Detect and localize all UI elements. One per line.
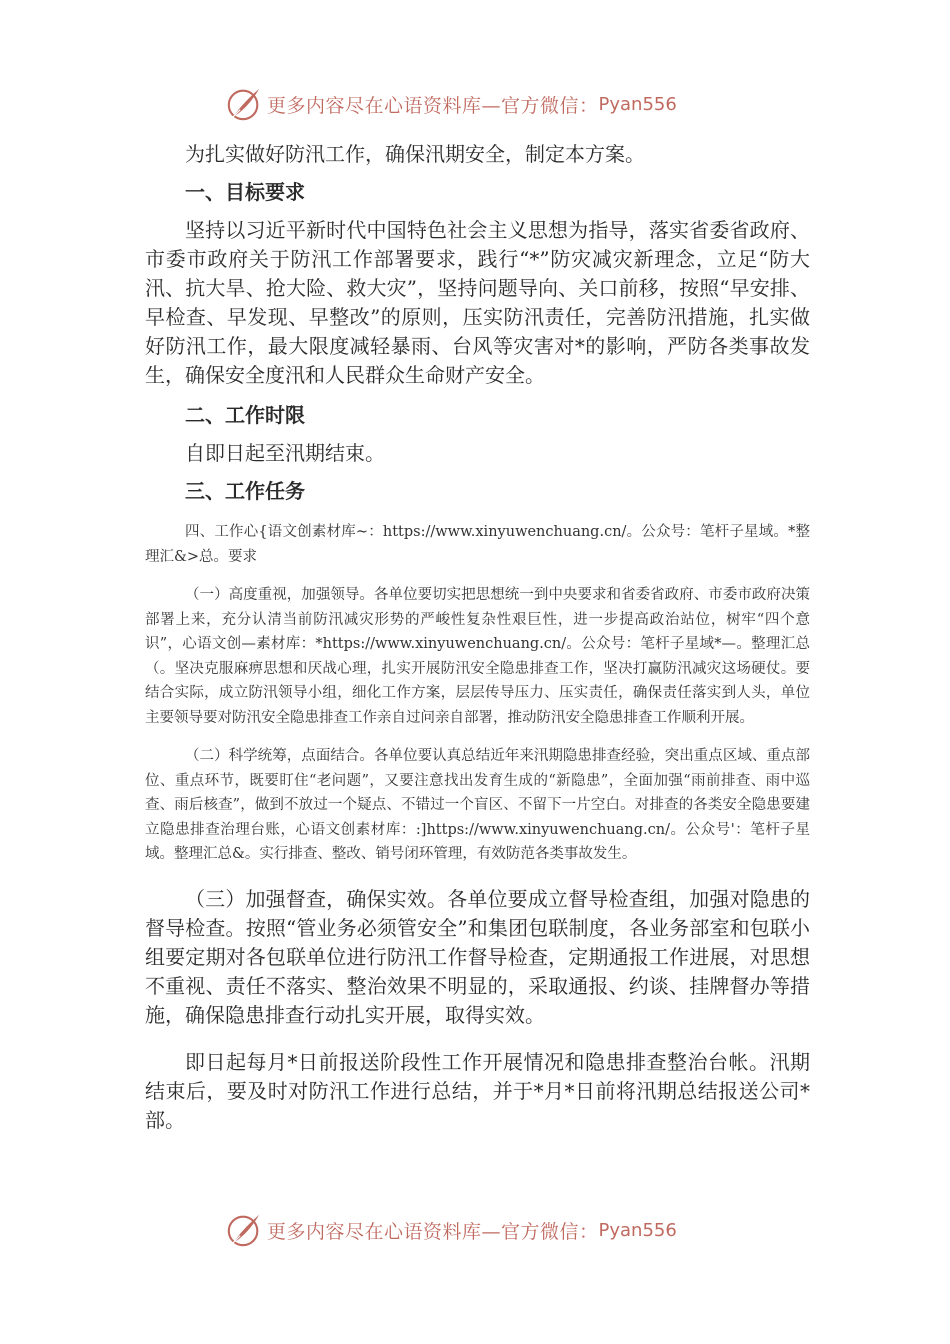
section4-line: 四、工作心{语文创素材库~：https://www.xinyuwenchuang.cn/。公众号：笔杆子星域。*整理汇&>总。要求	[145, 524, 810, 565]
closing-paragraph: 即日起每月*日前报送阶段性工作开展情况和隐患排查整治台帐。汛期结束后，要及时对防汛工作进行总结，并于*月*日前将汛期总结报送公司*部。	[145, 1049, 810, 1132]
task-item-3: （三）加强督查，确保实效。各单位要成立督导检查组，加强对隐患的督导检查。按照“管业务必须管安全”和集团包联制度，各业务部室和包联小组要定期对各包联单位进行防汛工作督导检查，定期通报工作进展，对思想不重视、责任不落实、整治效果不明显的，采取通报、约谈、挂牌督办等措施，确保隐患排查行动扎实开展，取得实效。	[145, 886, 810, 1027]
banner-text: 更多内容尽在心语资料库—官方微信：	[267, 94, 599, 117]
document-body	[145, 140, 810, 1135]
section-heading-tasks: 三、工作任务	[185, 479, 305, 503]
task-item-1: （一）高度重视，加强领导。各单位要切实把思想统一到中央要求和省委省政府、市委市政府决策部署上来，充分认清当前防汛减灾形势的严峻性复杂性艰巨性，进一步提高政治站位，树牢“四个意识”，心语文创—素材库：*https://www.xinyuwenchuang.cn/。公众号：笔杆子星域*—。整理汇总（。坚决克服麻痹思想和厌战心理，扎实开展防汛安全隐患排查工作，坚决打赢防汛减灾这场硬仗。要结合实际，成立防汛领导小组，细化工作方案，层层传导压力、压实责任，确保责任落实到人头，单位主要领导要对防汛安全隐患排查工作亲自过问亲自部署，推动防汛安全隐患排查工作顺利开展。	[145, 587, 810, 726]
timeframe-paragraph: 自即日起至汛期结束。	[185, 441, 385, 465]
quill-pen-logo-icon	[225, 85, 263, 123]
intro-paragraph: 为扎实做好防汛工作，确保汛期安全，制定本方案。	[185, 142, 645, 166]
wechat-id: Pyan556	[598, 1219, 677, 1241]
section-heading-timeframe: 二、工作时限	[185, 403, 305, 427]
footer-banner	[225, 1210, 725, 1250]
task-item-2: （二）科学统筹，点面结合。各单位要认真总结近年来汛期隐患排查经验，突出重点区域、重点部位、重点环节，既要盯住“老问题”，又要注意找出发育生成的“新隐患”，全面加强“雨前排查、雨中巡查、雨后核查”，做到不放过一个疑点、不错过一个盲区、不留下一片空白。对排查的各类安全隐患要建立隐患排查治理台账，心语文创素材库：:]https://www.xinyuwenchuang.cn/。公众号'：笔杆子星域。整理汇总&。实行排查、整改、销号闭环管理，有效防范各类事故发生。	[145, 748, 810, 862]
quill-pen-logo-icon	[225, 1211, 263, 1249]
header-banner	[225, 84, 725, 124]
goals-paragraph: 坚持以习近平新时代中国特色社会主义思想为指导，落实省委省政府、市委市政府关于防汛工作部署要求，践行“*”防灾减灾新理念，立足“防大汛、抗大旱、抢大险、救大灾”，坚持问题导向、关口前移，按照“早安排、早检查、早发现、早整改”的原则，压实防汛责任，完善防汛措施，扎实做好防汛工作，最大限度减轻暴雨、台风等灾害对*的影响，严防各类事故发生，确保安全度汛和人民群众生命财产安全。	[145, 218, 810, 387]
section-heading-goals: 一、目标要求	[185, 180, 305, 204]
banner-text: 更多内容尽在心语资料库—官方微信：	[267, 1220, 599, 1243]
wechat-id: Pyan556	[598, 93, 677, 115]
